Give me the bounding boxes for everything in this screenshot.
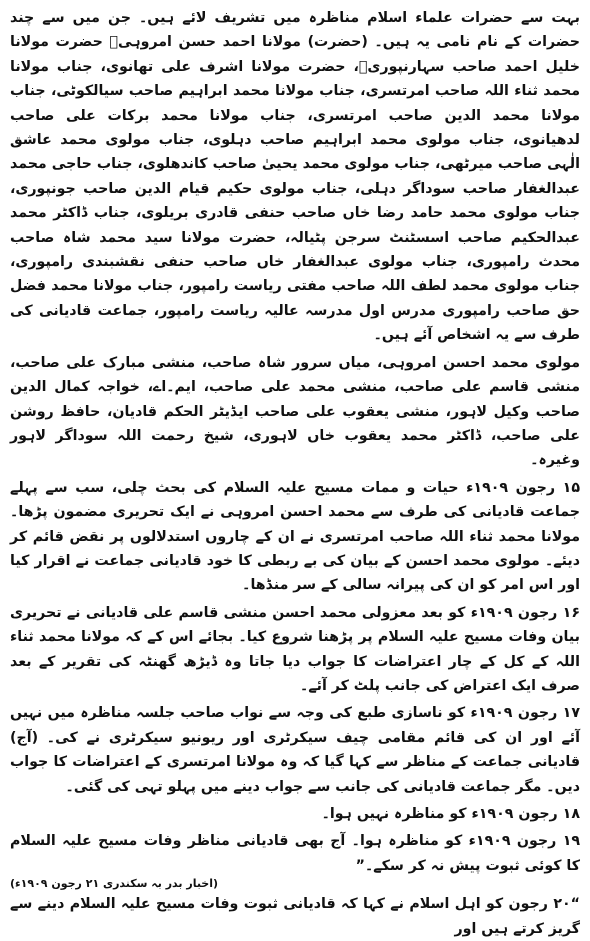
paragraph-june-16: ۱۶ رجون ۱۹۰۹ء کو بعد معزولی محمد احسن منشی قاسم علی قادیانی نے تحریری بیان وفات مسیح علیہ السلام پر پڑھنا شروع کیا۔ بجائے اس کے کہ مولانا محمد ثناء اللہ کے کل کے چار اعتراضات کا جواب دیا جاتا وہ ڈیڑھ گھنٹہ کی تقریر کے بعد صرف ایک اعتراض کی جانب پلٹ کر آئے۔	[10, 604, 580, 694]
paragraph-june-19: ۱۹ رجون ۱۹۰۹ء کو مناظرہ ہوا۔ آج بھی قادیانی مناظر وفات مسیح علیہ السلام کا کوئی ثبوت پیش نہ کر سکے۔”	[10, 833, 581, 874]
paragraph-june-17: ۱۷ رجون ۱۹۰۹ء کو ناسازی طبع کی وجہ سے نواب صاحب جلسہ مناظرہ میں نہیں آئے اور ان کی قائم مقامی چیف سیکرٹری اور ریونیو سیکرٹری نے کی۔ (آج) قادیانی جماعت کے مناظر سے کہا گیا کہ وہ مولانا امرتسری کے اعتراضات کا جواب دیں۔ مگر جماعت قادیانی کی جانب سے جواب دینے میں پہلو تہی کی گئی۔	[10, 705, 580, 795]
paragraph-june-18: ۱۸ رجون ۱۹۰۹ء کو مناظرہ نہیں ہوا۔	[321, 806, 580, 822]
paragraph-june-20: “۲۰ رجون کو اہل اسلام نے کہا کہ قادیانی ثبوت وفات مسیح علیہ السلام دینے سے گریز کرتے ہیں اور	[10, 896, 580, 937]
paragraph-june-15: ۱۵ رجون ۱۹۰۹ء حیات و ممات مسیح علیہ السلام کی بحث چلی، سب سے پہلے جماعت قادیانی کی طرف سے محمد احسن امروہی نے ایک تحریری مضمون پڑھا۔ مولانا محمد ثناء اللہ صاحب امرتسری نے ان کے چاروں استدلالوں پر نقض قائم کر دیئے۔ مولوی محمد احسن کے بیان کی بے ربطی کا خود قادیانی جماعت نے اقرار کیا اور اس امر کو ان کی پیرانہ سالی کے سر منڈھا۔	[10, 479, 580, 594]
citation: (اخبار بدر بہ سکندری ۲۱ رجون ۱۹۰۹ء)	[10, 877, 219, 891]
paragraph-debaters-qadiani: مولوی محمد احسن امروہی، میاں سرور شاہ صاحب، منشی مبارک علی صاحب، منشی قاسم علی صاحب، منشی محمد علی صاحب، ایم۔اے، خواجہ کمال الدین صاحب وکیل لاہور، منشی یعقوب علی صاحب ایڈیٹر الحکم قادیان، حافظ روشن علی صاحب، ڈاکٹر محمد یعقوب خاں لاہوری، شیخ رحمت اللہ سوداگر لاہور وغیرہ۔	[10, 354, 580, 469]
paragraph-debaters-muslim: بہت سے حضرات علماء اسلام مناظرہ میں تشریف لائے ہیں۔ جن میں سے چند حضرات کے نام نامی یہ ہیں۔ (حضرت) مولانا احمد حسن امروہیؒ حضرت مولانا خلیل احمد صاحب سہارنپوریؒ، حضرت مولانا اشرف علی تھانوی، جناب مولانا محمد ثناء اللہ صاحب امرتسری، جناب مولانا محمد ابراہیم صاحب سیالکوٹی، جناب مولانا محمد الدین صاحب امرتسری، جناب مولانا محمد برکات علی صاحب لدھیانوی، جناب مولوی محمد ابراہیم صاحب دہلوی، جناب مولوی محمد عاشق الٰہی صاحب میرٹھی، جناب مولوی محمد یحییٰ صاحب کاندھلوی، جناب حاجی محمد عبدالغفار صاحب سوداگر دہلی، جناب مولوی حکیم قیام الدین صاحب جونپوری، جناب مولوی محمد حامد رضا خاں صاحب حنفی قادری بریلوی، جناب ڈاکٹر محمد عبدالحکیم صاحب اسسٹنٹ سرجن پٹیالہ، حضرت مولانا سید محمد شاہ صاحب محدث رامپوری، جناب مولوی عبدالغفار خاں صاحب حنفی نقشبندی رامپوری، جناب مولوی محمد لطف اللہ صاحب مفتی ریاست رامپور، جناب مولانا محمد فضل حق صاحب رامپوری مدرس اول مدرسہ عالیہ ریاست رامپور، جماعت قادیانی کی طرف سے یہ اشخاص آئے ہیں۔	[10, 10, 580, 344]
